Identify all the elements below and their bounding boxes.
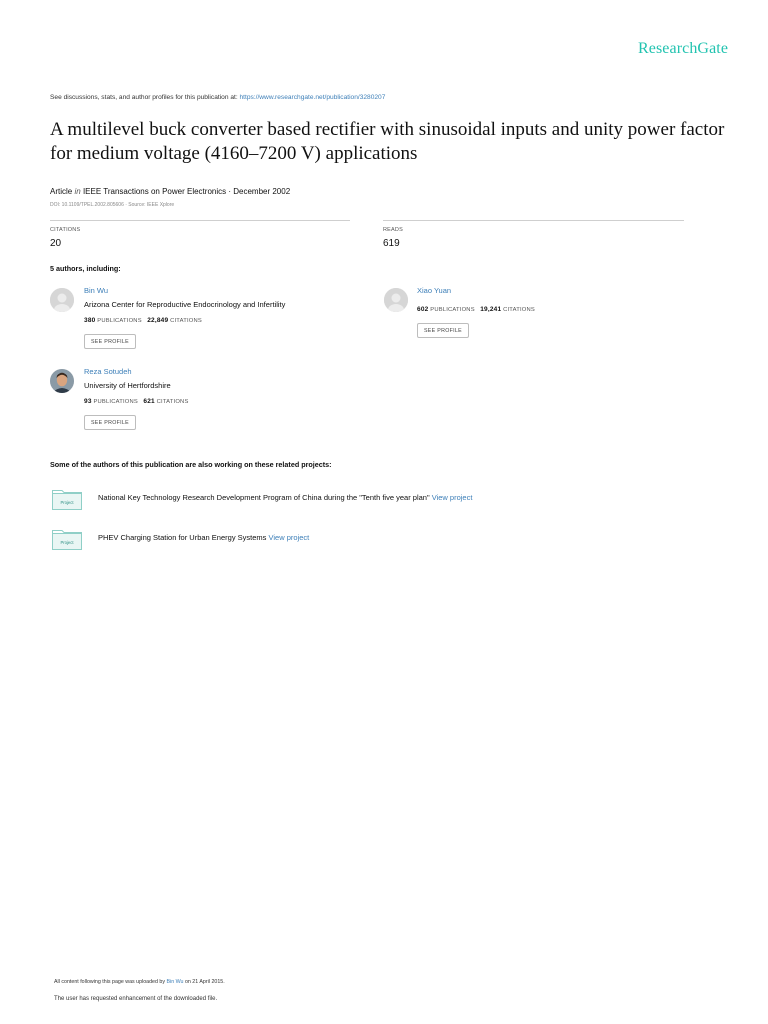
publications-count: 602 <box>417 306 429 313</box>
doi-line: DOI: 10.1109/TPEL.2002.805606 · Source: IEEE Xplore <box>50 202 175 208</box>
view-project-link[interactable]: View project <box>431 493 473 502</box>
author-institution[interactable]: University of Hertfordshire <box>84 381 171 390</box>
researchgate-logo[interactable]: ResearchGate <box>638 40 729 57</box>
article-type: Article <box>50 187 73 196</box>
author-name-link[interactable]: Xiao Yuan <box>417 286 452 295</box>
project-folder-icon[interactable] <box>52 528 82 550</box>
project-item <box>98 533 309 542</box>
author-name-link[interactable]: Reza Sotudeh <box>84 367 132 376</box>
author-stats <box>84 398 189 405</box>
publication-meta <box>50 187 290 196</box>
view-project-link[interactable]: View project <box>268 533 310 542</box>
see-profile-button[interactable]: SEE PROFILE <box>84 415 136 430</box>
author-avatar[interactable] <box>384 288 408 312</box>
discussion-prefix: See discussions, stats, and author profiles for this publication at: <box>50 94 240 101</box>
author-photo[interactable] <box>50 369 74 393</box>
in-label: in <box>74 187 81 196</box>
publications-label: PUBLICATIONS <box>93 399 138 405</box>
publications-count: 93 <box>84 398 92 405</box>
placeholder-avatar-icon <box>384 288 408 312</box>
citations-label: CITATIONS <box>503 307 535 313</box>
uploader-link[interactable]: Bin Wu <box>166 979 184 985</box>
divider-citations <box>50 220 350 221</box>
discussion-line <box>50 94 385 101</box>
citations-label: CITATIONS <box>170 318 202 324</box>
publication-url-link[interactable]: https://www.researchgate.net/publication/3280207 <box>239 94 386 101</box>
citations-count: 621 <box>143 398 155 405</box>
author-institution[interactable]: Arizona Center for Reproductive Endocrinology and Infertility <box>84 300 286 309</box>
photo-avatar-icon <box>50 369 74 393</box>
reads-count: 619 <box>383 238 400 249</box>
divider-reads <box>383 220 684 221</box>
project-icon-label: Project <box>60 540 74 545</box>
publication-date: · December 2002 <box>226 187 291 196</box>
citations-count: 19,241 <box>480 306 502 313</box>
author-avatar[interactable] <box>50 288 74 312</box>
publications-label: PUBLICATIONS <box>97 318 142 324</box>
project-icon-label: Project <box>60 500 74 505</box>
reads-label: READS <box>383 227 403 233</box>
publications-label: PUBLICATIONS <box>430 307 475 313</box>
see-profile-button[interactable]: SEE PROFILE <box>84 334 136 349</box>
project-title: PHEV Charging Station for Urban Energy Systems <box>98 533 269 542</box>
upload-prefix: All content following this page was uploaded by <box>54 979 167 985</box>
author-stats <box>417 306 535 313</box>
upload-note <box>54 979 225 985</box>
citations-count: 20 <box>50 238 62 249</box>
projects-heading: Some of the authors of this publication are also working on these related projects: <box>50 460 332 469</box>
project-folder-icon[interactable] <box>52 488 82 510</box>
publication-title: A multilevel buck converter based rectifier with sinusoidal inputs and unity power factor for medium voltage (4160–7200 V) applications <box>50 119 725 164</box>
see-profile-button[interactable]: SEE PROFILE <box>417 323 469 338</box>
upload-suffix: on 21 April 2015. <box>183 979 225 985</box>
project-title: National Key Technology Research Development Program of China during the "Tenth five year plan" <box>98 493 432 502</box>
citations-label: CITATIONS <box>50 227 81 233</box>
citations-label: CITATIONS <box>156 399 189 405</box>
citations-count: 22,849 <box>147 317 169 324</box>
publications-count: 380 <box>84 317 96 324</box>
project-item <box>98 493 472 502</box>
placeholder-avatar-icon <box>50 288 74 312</box>
enhancement-note: The user has requested enhancement of the downloaded file. <box>54 996 218 1002</box>
author-stats <box>84 317 202 324</box>
journal-name[interactable]: IEEE Transactions on Power Electronics <box>82 187 227 196</box>
authors-heading: 5 authors, including: <box>50 264 121 273</box>
author-name-link[interactable]: Bin Wu <box>84 286 109 295</box>
